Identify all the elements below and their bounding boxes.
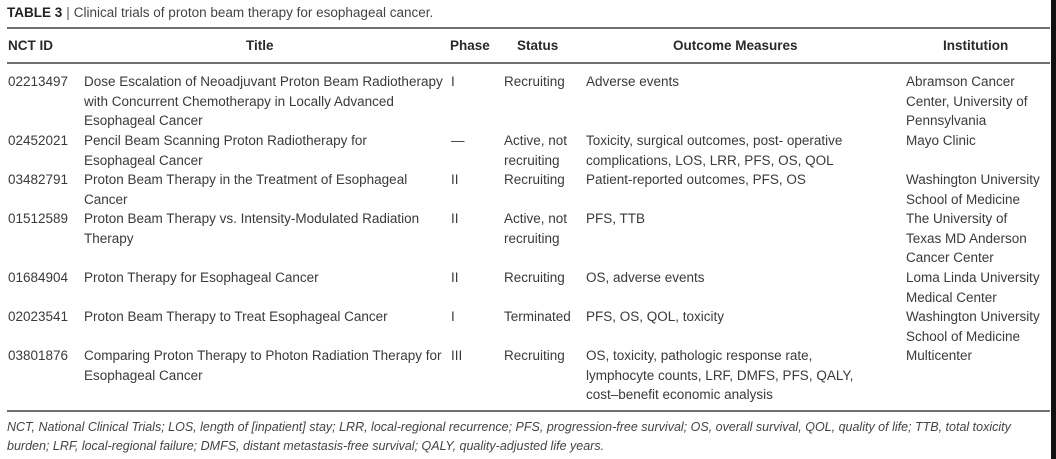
- caption-separator: |: [66, 5, 70, 20]
- cell-phase: —: [451, 133, 465, 148]
- cell-title: Proton Therapy for Esophageal Cancer: [84, 270, 319, 285]
- cell-institution: Multicenter: [906, 348, 973, 363]
- header-nct-id: NCT ID: [8, 38, 53, 53]
- cell-institution: The University of Texas MD Anderson Cancer Center: [906, 211, 1027, 265]
- cell-status: Recruiting: [504, 348, 565, 363]
- header-institution: Institution: [943, 38, 1009, 53]
- cell-institution: Mayo Clinic: [906, 133, 976, 148]
- cell-nct-id: 02452021: [8, 133, 69, 148]
- top-rule: [7, 27, 1050, 29]
- cell-institution: Loma Linda University Medical Center: [906, 270, 1040, 305]
- image-edge: [1051, 0, 1056, 459]
- cell-title: Proton Beam Therapy vs. Intensity-Modulated Radiation Therapy: [84, 211, 420, 246]
- cell-outcomes: PFS, TTB: [586, 211, 646, 226]
- header-outcome-measures: Outcome Measures: [673, 38, 798, 53]
- cell-outcomes: Toxicity, surgical outcomes, post- operative complications, LOS, LRR, PFS, OS, QOL: [586, 133, 843, 168]
- bottom-rule: [7, 410, 1050, 412]
- cell-nct-id: 02023541: [8, 309, 69, 324]
- cell-nct-id: 02213497: [8, 74, 69, 89]
- cell-title: Proton Beam Therapy in the Treatment of Esophageal Cancer: [84, 172, 408, 207]
- cell-status: Recruiting: [504, 74, 565, 89]
- table-label: TABLE 3: [7, 5, 63, 20]
- table-footnote: NCT, National Clinical Trials; LOS, length of [inpatient] stay; LRR, local-regional recurrence; PFS, progression-free survival; OS, overall survival, QOL, quality of life; TTB, total toxicity burden; LRF, local-regional failure; DMFS, distant metastasis-free survival; QALY, quality-adjusted life years.: [7, 420, 1011, 453]
- cell-institution: Abramson Cancer Center, University of Pennsylvania: [906, 74, 1028, 128]
- cell-phase: II: [451, 211, 459, 226]
- cell-phase: II: [451, 270, 459, 285]
- cell-outcomes: Patient-reported outcomes, PFS, OS: [586, 172, 806, 187]
- caption-text: Clinical trials of proton beam therapy for esophageal cancer.: [73, 5, 434, 20]
- cell-phase: I: [451, 309, 455, 324]
- cell-status: Recruiting: [504, 172, 565, 187]
- cell-nct-id: 01512589: [8, 211, 69, 226]
- cell-phase: I: [451, 74, 455, 89]
- cell-outcomes: OS, adverse events: [586, 270, 705, 285]
- cell-institution: Washington University School of Medicine: [906, 172, 1040, 207]
- cell-outcomes: OS, toxicity, pathologic response rate, lymphocyte counts, LRF, DMFS, PFS, QALY, cost–benefit economic analysis: [586, 348, 854, 402]
- header-rule: [7, 62, 1050, 64]
- cell-status: Terminated: [504, 309, 571, 324]
- cell-institution: Washington University School of Medicine: [906, 309, 1040, 344]
- cell-title: Proton Beam Therapy to Treat Esophageal Cancer: [84, 309, 388, 324]
- cell-phase: III: [451, 348, 463, 363]
- cell-outcomes: PFS, OS, QOL, toxicity: [586, 309, 725, 324]
- header-title: Title: [246, 38, 274, 53]
- cell-nct-id: 01684904: [8, 270, 69, 285]
- cell-status: Active, not recruiting: [504, 211, 568, 246]
- cell-nct-id: 03801876: [8, 348, 69, 363]
- header-phase: Phase: [450, 38, 490, 53]
- cell-title: Dose Escalation of Neoadjuvant Proton Beam Radiotherapy with Concurrent Chemotherapy in Locally Advanced Esophageal Cancer: [84, 74, 443, 128]
- cell-phase: II: [451, 172, 459, 187]
- cell-status: Active, not recruiting: [504, 133, 568, 168]
- cell-title: Pencil Beam Scanning Proton Radiotherapy for Esophageal Cancer: [84, 133, 367, 168]
- cell-status: Recruiting: [504, 270, 565, 285]
- header-status: Status: [517, 38, 559, 53]
- cell-outcomes: Adverse events: [586, 74, 680, 89]
- cell-nct-id: 03482791: [8, 172, 69, 187]
- cell-title: Comparing Proton Therapy to Photon Radiation Therapy for Esophageal Cancer: [84, 348, 442, 383]
- table-caption: [7, 5, 433, 20]
